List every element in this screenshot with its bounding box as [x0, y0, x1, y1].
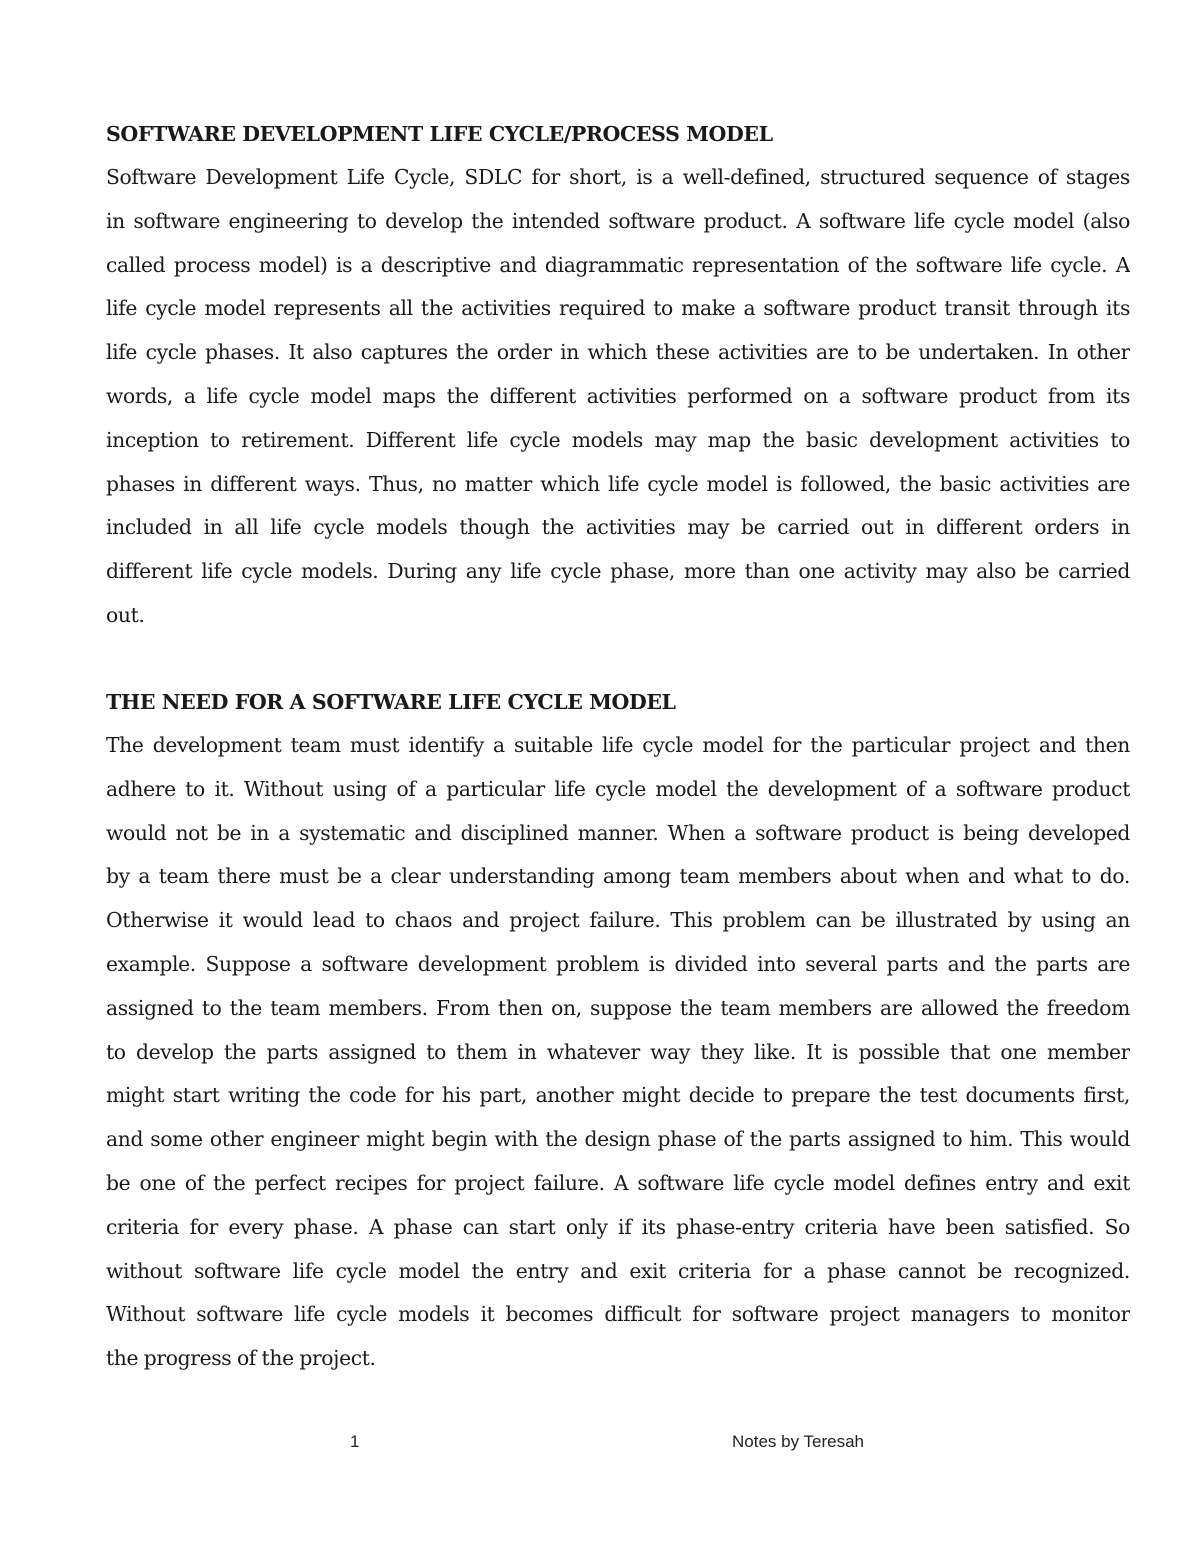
text-line: by a team there must be a clear understanding among team members about when and what to do.	[106, 864, 1130, 889]
text-line: would not be in a systematic and disciplined manner. When a software product is being developed	[106, 820, 1130, 845]
text-line: life cycle phases. It also captures the order in which these activities are to be undertaken. In other	[106, 340, 1130, 365]
section-heading-sdlc: SOFTWARE DEVELOPMENT LIFE CYCLE/PROCESS MODEL	[106, 122, 773, 146]
section-paragraph-need	[106, 724, 1130, 1381]
section-heading-need: THE NEED FOR A SOFTWARE LIFE CYCLE MODEL	[106, 690, 676, 714]
text-line: adhere to it. Without using of a particular life cycle model the development of a software product	[106, 776, 1130, 801]
text-line: different life cycle models. During any life cycle phase, more than one activity may also be carried	[106, 559, 1130, 584]
text-line: inception to retirement. Different life cycle models may map the basic development activities to	[106, 427, 1130, 452]
footer-note: Notes by Teresah	[732, 1432, 864, 1451]
text-line: called process model) is a descriptive and diagrammatic representation of the software life cycle. A	[106, 252, 1130, 277]
text-line: without software life cycle model the entry and exit criteria for a phase cannot be recognized.	[106, 1258, 1130, 1283]
text-line: assigned to the team members. From then on, suppose the team members are allowed the freedom	[106, 995, 1130, 1020]
text-line: to develop the parts assigned to them in whatever way they like. It is possible that one member	[106, 1039, 1130, 1064]
text-line: criteria for every phase. A phase can start only if its phase-entry criteria have been satisfied. So	[106, 1214, 1130, 1239]
text-line: the progress of the project.	[106, 1346, 376, 1371]
text-line: out.	[106, 602, 145, 627]
text-line: example. Suppose a software development problem is divided into several parts and the parts are	[106, 951, 1130, 976]
page-footer	[0, 1432, 1200, 1456]
text-line: Otherwise it would lead to chaos and project failure. This problem can be illustrated by using an	[106, 908, 1130, 933]
text-line: The development team must identify a suitable life cycle model for the particular project and then	[106, 733, 1130, 757]
text-line: and some other engineer might begin with the design phase of the parts assigned to him. This would	[106, 1127, 1130, 1152]
text-line: Without software life cycle models it becomes difficult for software project managers to monitor	[106, 1302, 1130, 1327]
text-line: included in all life cycle models though the activities may be carried out in different orders in	[106, 515, 1130, 540]
text-line: might start writing the code for his part, another might decide to prepare the test documents first,	[106, 1083, 1130, 1108]
page-number: 1	[350, 1432, 360, 1451]
text-line: Software Development Life Cycle, SDLC for short, is a well-defined, structured sequence of stages	[106, 165, 1130, 189]
text-line: in software engineering to develop the intended software product. A software life cycle model (also	[106, 208, 1130, 233]
text-line: words, a life cycle model maps the different activities performed on a software product from its	[106, 383, 1130, 408]
page-content	[106, 118, 1130, 1371]
section-paragraph-sdlc	[106, 156, 1130, 638]
text-line: life cycle model represents all the activities required to make a software product transit through its	[106, 296, 1130, 321]
text-line: be one of the perfect recipes for project failure. A software life cycle model defines entry and exit	[106, 1170, 1130, 1195]
text-line: phases in different ways. Thus, no matter which life cycle model is followed, the basic activities are	[106, 471, 1130, 496]
